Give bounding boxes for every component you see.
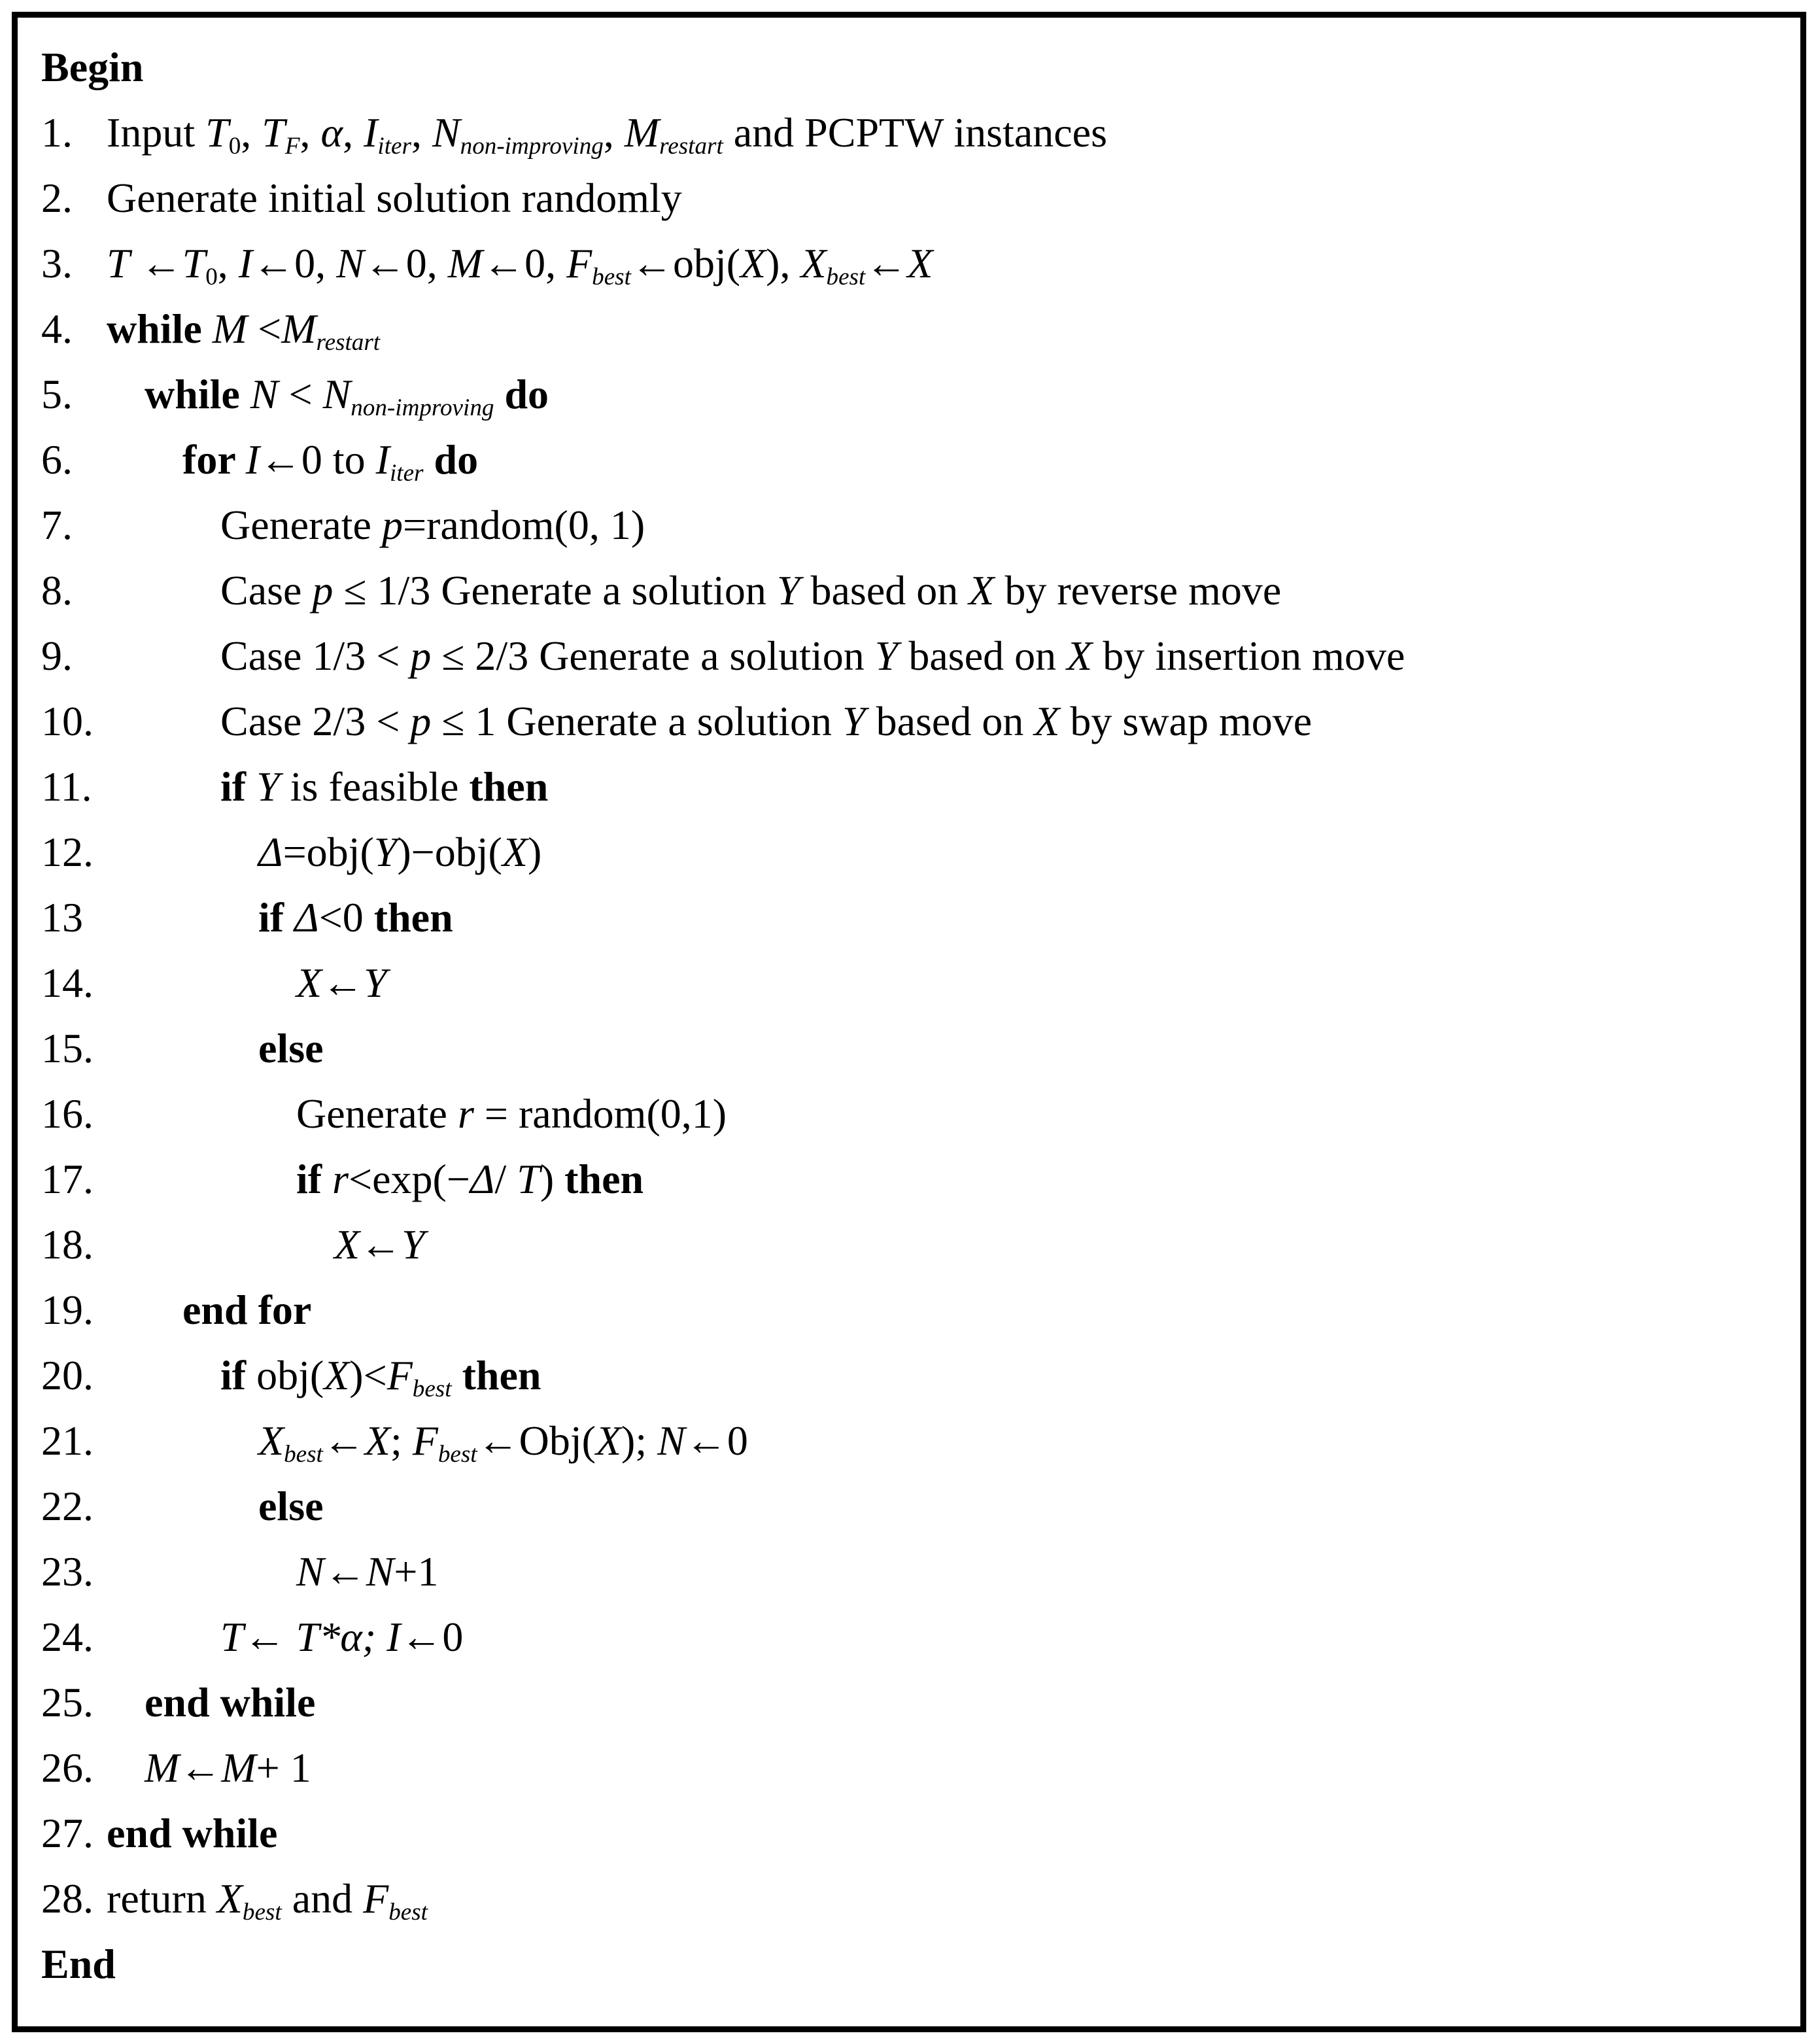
code-line (41, 1931, 1785, 1997)
code-segment: restart (659, 133, 723, 160)
line-content (41, 35, 1785, 100)
code-segment: F (566, 240, 592, 286)
code-segment: then (373, 894, 453, 941)
code-line (41, 623, 1785, 689)
code-segment: ←Obj( (477, 1417, 596, 1464)
code-segment: then (469, 763, 549, 810)
code-line (41, 1081, 1785, 1147)
code-line (41, 885, 1785, 950)
code-segment: iter (389, 460, 424, 487)
code-segment: do (434, 436, 479, 483)
code-segment: M (447, 240, 483, 286)
code-segment: , (241, 109, 262, 156)
code-segment: ←0 to (259, 436, 376, 483)
line-number: 16. (41, 1090, 94, 1137)
code-segment: F (412, 1417, 438, 1464)
code-segment: N (366, 1548, 394, 1595)
code-segment: T (220, 1614, 244, 1660)
code-segment: ≤ 2/3 Generate a solution (431, 632, 875, 679)
code-segment: based on (800, 567, 969, 614)
code-segment: while (107, 305, 213, 352)
line-content (107, 1539, 1785, 1604)
code-line (41, 296, 1785, 362)
code-segment: return (107, 1875, 217, 1922)
code-segment: Y (402, 1221, 425, 1268)
code-line (41, 1670, 1785, 1735)
code-segment: best (284, 1441, 323, 1468)
code-segment: is feasible (279, 763, 470, 810)
code-line (41, 1408, 1785, 1474)
line-content (107, 1408, 1785, 1474)
code-segment: I (386, 1614, 401, 1660)
code-segment: Generate (296, 1090, 458, 1137)
line-number: 4. (41, 305, 73, 352)
code-segment: = random(0,1) (473, 1090, 727, 1137)
code-segment: T (107, 240, 130, 286)
code-segment: T (205, 109, 229, 156)
line-number: 21. (41, 1417, 94, 1464)
code-segment: F (284, 133, 300, 160)
line-content (107, 1212, 1785, 1277)
line-number: 10. (41, 698, 94, 744)
code-segment: iter (377, 133, 411, 160)
code-segment: N (336, 240, 364, 286)
code-segment: best (242, 1899, 282, 1926)
code-segment: , (603, 109, 625, 156)
code-line (41, 427, 1785, 493)
code-segment: Begin (41, 44, 144, 90)
code-segment: N (250, 371, 279, 417)
code-segment: X (969, 567, 995, 614)
code-segment: M (281, 305, 317, 352)
line-number: 7. (41, 502, 73, 548)
code-segment: N (296, 1548, 324, 1595)
code-segment: M (624, 109, 660, 156)
code-segment: ←0, (483, 240, 567, 286)
line-number: 5. (41, 371, 73, 417)
code-segment: X (334, 1221, 360, 1268)
code-segment: Generate (220, 502, 382, 548)
code-line (41, 493, 1785, 558)
line-number: 3. (41, 240, 73, 286)
code-segment: best (412, 1376, 452, 1403)
line-content (107, 1343, 1785, 1408)
code-line (41, 362, 1785, 427)
code-line (41, 1343, 1785, 1408)
line-content (107, 1670, 1785, 1735)
code-segment: I (245, 436, 260, 483)
code-segment: Δ (470, 1156, 495, 1202)
code-segment: , (343, 109, 364, 156)
code-segment: and (281, 1875, 364, 1922)
line-content (107, 1277, 1785, 1343)
code-segment: end while (145, 1679, 316, 1725)
line-content (107, 689, 1785, 754)
code-segment: restart (316, 329, 381, 356)
code-segment (424, 436, 434, 483)
code-segment: M (212, 305, 248, 352)
code-segment: ←0, (364, 240, 448, 286)
line-number: 28. (41, 1875, 94, 1922)
line-number: 20. (41, 1352, 94, 1398)
line-content (107, 1081, 1785, 1147)
code-segment: M (221, 1744, 256, 1791)
code-segment: =random(0, 1) (402, 502, 645, 548)
line-content (107, 165, 1785, 231)
code-segment: I (375, 436, 390, 483)
code-segment: ←0 (685, 1417, 748, 1464)
code-segment: ; (390, 1417, 413, 1464)
code-line (41, 754, 1785, 820)
code-segment: then (564, 1156, 644, 1202)
line-content (107, 493, 1785, 558)
code-line (41, 558, 1785, 623)
code-segment: by insertion move (1092, 632, 1405, 679)
code-line (41, 1604, 1785, 1670)
code-segment: non-improving (460, 133, 604, 160)
code-segment: Δ (258, 829, 283, 875)
line-content (107, 885, 1785, 950)
code-segment: p (410, 632, 432, 679)
line-number: 19. (41, 1287, 94, 1333)
code-segment: Input (107, 109, 206, 156)
code-segment: best (826, 264, 866, 291)
code-segment: else (258, 1483, 324, 1529)
code-segment: < (278, 371, 323, 417)
line-content (107, 754, 1785, 820)
code-segment: p (410, 698, 432, 744)
line-number: 15. (41, 1025, 94, 1071)
line-content (107, 950, 1785, 1016)
line-number: 23. (41, 1548, 94, 1595)
code-segment: if (220, 763, 257, 810)
code-segment: Y (373, 829, 398, 875)
code-segment: X (364, 1417, 390, 1464)
code-segment: <0 (318, 894, 374, 941)
line-number: 12. (41, 829, 94, 875)
line-number: 2. (41, 175, 73, 221)
code-segment: do (504, 371, 549, 417)
line-number: 11. (41, 763, 92, 810)
code-segment: for (182, 436, 246, 483)
line-number: 17. (41, 1156, 94, 1202)
line-number: 8. (41, 567, 73, 614)
code-segment: else (258, 1025, 324, 1071)
code-segment: while (145, 371, 250, 417)
code-segment: Generate initial solution randomly (107, 175, 682, 221)
line-content (107, 1016, 1785, 1081)
code-segment: based on (865, 698, 1035, 744)
pseudocode-figure (12, 12, 1806, 2032)
code-line (41, 1539, 1785, 1604)
code-segment: , (411, 109, 432, 156)
code-segment: then (462, 1352, 541, 1398)
code-segment: + 1 (256, 1744, 311, 1791)
code-segment: ≤ 1/3 Generate a solution (333, 567, 777, 614)
code-segment: best (592, 264, 631, 291)
code-segment: Y (364, 960, 387, 1006)
code-segment: X (296, 960, 322, 1006)
code-segment: by swap move (1059, 698, 1312, 744)
code-segment: by reverse move (994, 567, 1282, 614)
code-segment: 0 (228, 133, 241, 160)
code-segment: and PCPTW instances (723, 109, 1107, 156)
code-segment: based on (898, 632, 1067, 679)
line-content (107, 100, 1785, 165)
code-segment: , (300, 109, 321, 156)
code-segment: X (740, 240, 766, 286)
code-segment: end while (107, 1810, 278, 1856)
code-segment: if (258, 894, 295, 941)
code-line (41, 1277, 1785, 1343)
code-segment: non-improving (351, 394, 494, 422)
code-segment: best (437, 1441, 477, 1468)
line-content (41, 1931, 1785, 1997)
code-segment: ), (766, 240, 801, 286)
line-content (107, 1147, 1785, 1212)
line-content (107, 296, 1785, 362)
code-segment: ←0 (400, 1614, 464, 1660)
code-block (41, 35, 1785, 1997)
line-number: 6. (41, 436, 73, 483)
code-line (41, 165, 1785, 231)
code-segment: Y (842, 698, 866, 744)
code-segment: X (800, 240, 827, 286)
code-segment: I (364, 109, 378, 156)
code-segment: End (41, 1941, 116, 1987)
code-segment: <exp(− (349, 1156, 470, 1202)
code-segment (494, 371, 504, 417)
line-content (107, 1474, 1785, 1539)
code-line (41, 231, 1785, 296)
code-segment: *α; (319, 1614, 387, 1660)
code-line (41, 35, 1785, 100)
code-segment: X (258, 1417, 284, 1464)
code-segment: ← (322, 960, 364, 1006)
code-line (41, 820, 1785, 885)
code-line (41, 1801, 1785, 1866)
code-line (41, 1474, 1785, 1539)
code-line (41, 950, 1785, 1016)
code-segment: ← (129, 240, 182, 286)
code-segment: ← (322, 1417, 365, 1464)
code-segment: X (502, 829, 528, 875)
line-number: 13 (41, 894, 83, 941)
code-segment: Y (256, 763, 280, 810)
code-line (41, 100, 1785, 165)
code-segment: ← (360, 1221, 402, 1268)
line-number: 25. (41, 1679, 94, 1725)
code-segment: F (386, 1352, 413, 1398)
code-segment: if (296, 1156, 333, 1202)
code-segment: X (1067, 632, 1093, 679)
code-line (41, 1866, 1785, 1931)
code-segment: T (182, 240, 206, 286)
code-segment: ←0, (252, 240, 337, 286)
line-number: 26. (41, 1744, 94, 1791)
code-segment: / (494, 1156, 517, 1202)
code-segment: p (381, 502, 403, 548)
code-segment: p (312, 567, 334, 614)
code-segment: X (595, 1417, 622, 1464)
code-segment (452, 1352, 462, 1398)
line-number: 18. (41, 1221, 94, 1268)
code-segment: ←obj( (630, 240, 741, 286)
code-line (41, 1212, 1785, 1277)
line-content (107, 820, 1785, 885)
code-segment: ← (243, 1614, 296, 1660)
code-segment: if (220, 1352, 257, 1398)
code-segment: r (332, 1156, 349, 1202)
code-segment: ≤ 1 Generate a solution (431, 698, 842, 744)
code-segment: Case (220, 567, 313, 614)
line-content (107, 558, 1785, 623)
line-content (107, 1801, 1785, 1866)
line-number: 9. (41, 632, 73, 679)
code-segment: F (363, 1875, 389, 1922)
line-number: 24. (41, 1614, 94, 1660)
code-segment: X (216, 1875, 243, 1922)
line-number: 1. (41, 109, 73, 156)
code-segment: , (217, 240, 239, 286)
code-segment: =obj( (283, 829, 374, 875)
line-content (107, 1866, 1785, 1931)
line-content (107, 362, 1785, 427)
code-segment: 0 (205, 264, 218, 291)
line-number: 14. (41, 960, 94, 1006)
code-segment: X (1034, 698, 1060, 744)
code-segment: X (907, 240, 933, 286)
code-segment: X (324, 1352, 350, 1398)
code-segment: < (247, 305, 282, 352)
code-segment: ); (621, 1417, 658, 1464)
line-number: 22. (41, 1483, 94, 1529)
code-segment: )−obj( (397, 829, 502, 875)
code-line (41, 1016, 1785, 1081)
code-segment: ) (540, 1156, 565, 1202)
code-segment: Δ (294, 894, 319, 941)
code-segment: ) (527, 829, 542, 875)
line-content (107, 1735, 1785, 1801)
code-segment: M (145, 1744, 180, 1791)
code-line (41, 689, 1785, 754)
line-content (107, 623, 1785, 689)
code-line (41, 1147, 1785, 1212)
code-line (41, 1735, 1785, 1801)
code-segment: T (296, 1614, 320, 1660)
code-segment: ← (179, 1744, 222, 1791)
line-content (107, 1604, 1785, 1670)
code-segment: +1 (394, 1548, 439, 1595)
code-segment: N (657, 1417, 685, 1464)
code-segment: Case 1/3 < (220, 632, 411, 679)
line-number: 27. (41, 1810, 94, 1856)
code-segment: Case 2/3 < (220, 698, 411, 744)
code-segment: ← (865, 240, 908, 286)
code-segment: best (388, 1899, 428, 1926)
code-segment: end for (182, 1287, 312, 1333)
code-segment: N (432, 109, 460, 156)
code-segment: α (320, 109, 343, 156)
line-content (107, 231, 1785, 296)
code-segment: T (517, 1156, 540, 1202)
code-segment: obj( (256, 1352, 324, 1398)
line-content (107, 427, 1785, 493)
code-segment: T (262, 109, 285, 156)
code-segment: )< (349, 1352, 387, 1398)
code-segment: Y (776, 567, 800, 614)
code-segment: r (457, 1090, 474, 1137)
code-segment: ← (324, 1548, 366, 1595)
code-segment: I (238, 240, 253, 286)
code-segment: N (322, 371, 351, 417)
code-segment: Y (874, 632, 899, 679)
